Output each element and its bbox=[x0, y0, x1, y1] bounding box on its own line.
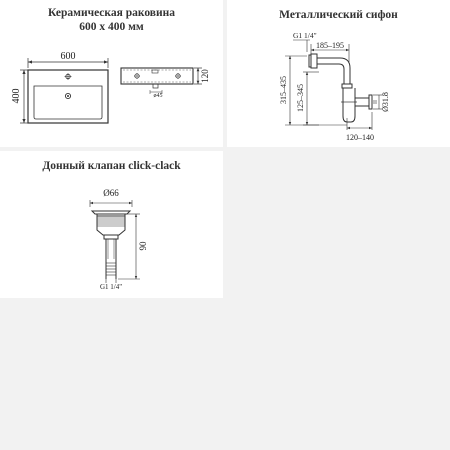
siphon-thread-leader bbox=[293, 40, 310, 52]
valve-diameter-dimension bbox=[90, 200, 132, 207]
basin-drain-label: ø45 bbox=[153, 93, 163, 99]
siphon-reach-label: 185–195 bbox=[316, 41, 344, 50]
valve-title: Донный клапан click-clack bbox=[42, 160, 181, 172]
siphon-title: Металлический сифон bbox=[279, 9, 398, 21]
basin-width-label: 600 bbox=[60, 51, 76, 62]
basin-title: Керамическая раковина bbox=[47, 7, 176, 19]
valve-body bbox=[92, 211, 130, 279]
basin-drawing bbox=[0, 0, 223, 147]
siphon-height-total-label: 315–435 bbox=[279, 76, 288, 104]
basin-panel bbox=[0, 0, 223, 147]
valve-height-label: 90 bbox=[138, 241, 148, 251]
siphon-thread-label: G1 1/4" bbox=[293, 31, 317, 40]
basin-top-view bbox=[28, 70, 108, 123]
siphon-diameter-label: Ø31.8 bbox=[381, 92, 390, 112]
siphon-drawing bbox=[227, 0, 450, 147]
basin-side-view bbox=[121, 68, 193, 94]
basin-depth-label: 120 bbox=[200, 69, 210, 83]
valve-diameter-label: Ø66 bbox=[103, 188, 119, 198]
valve-drawing bbox=[0, 151, 223, 298]
siphon-body bbox=[309, 54, 377, 122]
basin-subtitle: 600 x 400 мм bbox=[79, 21, 144, 33]
basin-height-label: 400 bbox=[11, 88, 22, 104]
siphon-height-dimensions bbox=[285, 56, 347, 125]
siphon-height-inner-label: 125–345 bbox=[296, 84, 305, 112]
valve-panel bbox=[0, 151, 223, 298]
siphon-offset-dimension bbox=[347, 112, 372, 130]
siphon-offset-label: 120–140 bbox=[346, 133, 374, 142]
siphon-panel bbox=[227, 0, 450, 147]
valve-thread-label: G1 1/4" bbox=[99, 283, 123, 291]
